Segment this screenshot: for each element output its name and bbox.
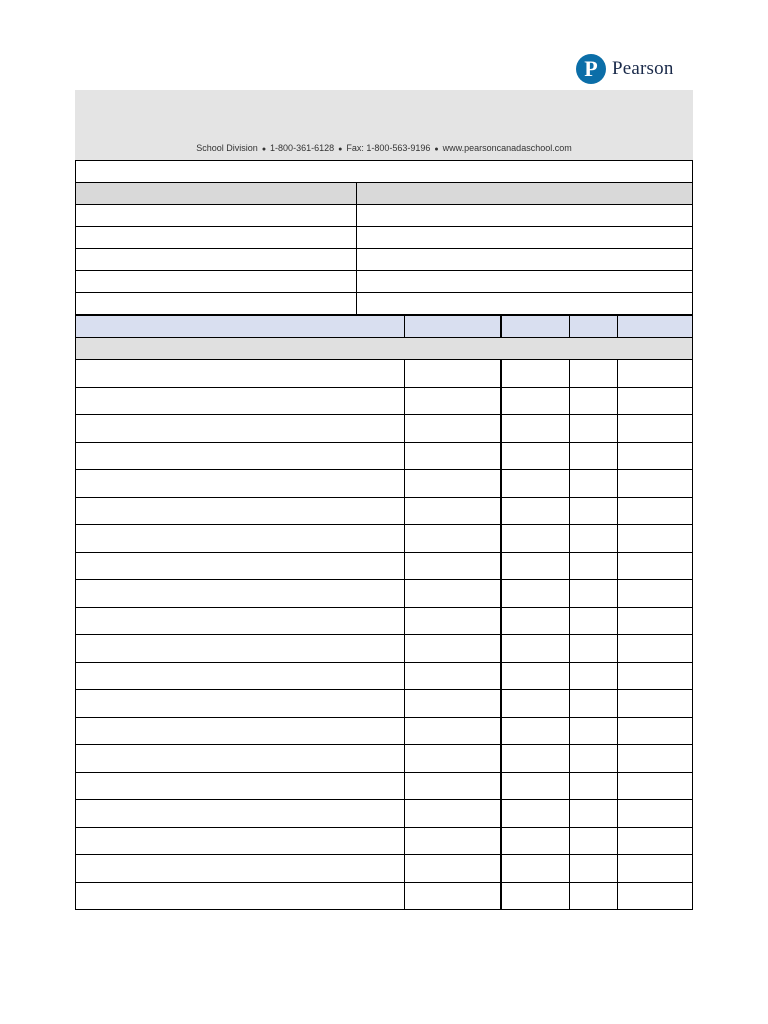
table-row xyxy=(76,580,693,608)
item-cell[interactable] xyxy=(405,662,501,690)
table-row xyxy=(76,662,693,690)
table-row xyxy=(76,470,693,498)
item-cell[interactable] xyxy=(570,525,618,553)
item-cell[interactable] xyxy=(501,882,570,910)
header-cell xyxy=(618,316,693,338)
item-cell[interactable] xyxy=(76,525,405,553)
bullet-icon: ● xyxy=(338,146,343,153)
item-cell[interactable] xyxy=(618,360,693,388)
item-cell[interactable] xyxy=(501,717,570,745)
item-cell[interactable] xyxy=(405,745,501,773)
item-cell[interactable] xyxy=(501,772,570,800)
item-cell[interactable] xyxy=(570,827,618,855)
item-cell[interactable] xyxy=(501,607,570,635)
item-cell[interactable] xyxy=(405,525,501,553)
table-row xyxy=(76,360,693,388)
header-cell xyxy=(501,316,570,338)
item-cell[interactable] xyxy=(501,360,570,388)
item-cell[interactable] xyxy=(618,855,693,883)
info-header-left xyxy=(76,183,357,205)
fax-number: Fax: 1-800-563-9196 xyxy=(346,143,431,153)
item-cell[interactable] xyxy=(618,690,693,718)
info-cell-right[interactable] xyxy=(357,227,693,249)
item-cell[interactable] xyxy=(405,607,501,635)
item-cell[interactable] xyxy=(570,387,618,415)
info-cell-left[interactable] xyxy=(76,293,357,315)
item-cell[interactable] xyxy=(570,552,618,580)
table-row xyxy=(76,882,693,910)
item-cell[interactable] xyxy=(76,717,405,745)
item-cell[interactable] xyxy=(76,497,405,525)
item-cell[interactable] xyxy=(618,387,693,415)
item-cell[interactable] xyxy=(618,552,693,580)
division-label: School Division xyxy=(196,143,258,153)
table-row xyxy=(76,745,693,773)
website-link[interactable]: www.pearsoncanadaschool.com xyxy=(442,143,572,153)
table-row xyxy=(76,855,693,883)
info-row xyxy=(76,249,693,271)
table-row xyxy=(76,525,693,553)
item-cell[interactable] xyxy=(618,772,693,800)
item-cell[interactable] xyxy=(76,800,405,828)
table-row xyxy=(76,827,693,855)
item-cell[interactable] xyxy=(76,635,405,663)
item-cell[interactable] xyxy=(76,855,405,883)
item-cell[interactable] xyxy=(501,525,570,553)
pearson-logo-text: Pearson xyxy=(612,58,674,79)
header-cell xyxy=(76,316,405,338)
item-cell[interactable] xyxy=(501,635,570,663)
info-cell-left[interactable] xyxy=(76,205,357,227)
item-cell[interactable] xyxy=(405,360,501,388)
info-cell-left[interactable] xyxy=(76,249,357,271)
item-cell[interactable] xyxy=(501,800,570,828)
item-cell[interactable] xyxy=(405,580,501,608)
item-cell[interactable] xyxy=(618,607,693,635)
item-cell[interactable] xyxy=(405,442,501,470)
item-cell[interactable] xyxy=(618,827,693,855)
item-cell[interactable] xyxy=(570,580,618,608)
item-cell[interactable] xyxy=(76,827,405,855)
order-info-table xyxy=(75,160,693,315)
info-title-cell[interactable] xyxy=(76,161,693,183)
item-cell[interactable] xyxy=(570,470,618,498)
item-cell[interactable] xyxy=(570,772,618,800)
table-row xyxy=(76,497,693,525)
item-cell[interactable] xyxy=(76,470,405,498)
info-cell-right[interactable] xyxy=(357,271,693,293)
item-cell[interactable] xyxy=(405,855,501,883)
item-cell[interactable] xyxy=(76,387,405,415)
item-cell[interactable] xyxy=(76,690,405,718)
info-cell-right[interactable] xyxy=(357,205,693,227)
item-cell[interactable] xyxy=(405,552,501,580)
item-cell[interactable] xyxy=(618,525,693,553)
items-header-row xyxy=(76,316,693,338)
item-cell[interactable] xyxy=(405,772,501,800)
info-row xyxy=(76,293,693,315)
pearson-logo xyxy=(576,53,674,85)
table-row xyxy=(76,442,693,470)
header-cell xyxy=(405,316,501,338)
item-cell[interactable] xyxy=(618,662,693,690)
info-cell-right[interactable] xyxy=(357,249,693,271)
item-cell[interactable] xyxy=(405,387,501,415)
item-cell[interactable] xyxy=(618,745,693,773)
info-cell-left[interactable] xyxy=(76,227,357,249)
table-row xyxy=(76,772,693,800)
item-cell[interactable] xyxy=(76,745,405,773)
info-row xyxy=(76,271,693,293)
info-header-row xyxy=(76,183,693,205)
header-cell xyxy=(570,316,618,338)
bullet-icon: ● xyxy=(434,146,439,153)
item-cell[interactable] xyxy=(501,662,570,690)
item-cell[interactable] xyxy=(618,580,693,608)
table-row xyxy=(76,607,693,635)
table-row xyxy=(76,415,693,443)
item-cell[interactable] xyxy=(618,635,693,663)
contact-line xyxy=(75,143,693,153)
phone-number: 1-800-361-6128 xyxy=(270,143,335,153)
item-cell[interactable] xyxy=(405,882,501,910)
table-row xyxy=(76,717,693,745)
table-row xyxy=(76,800,693,828)
info-cell-right[interactable] xyxy=(357,293,693,315)
info-row xyxy=(76,227,693,249)
item-cell[interactable] xyxy=(570,607,618,635)
item-cell[interactable] xyxy=(405,415,501,443)
item-cell[interactable] xyxy=(570,415,618,443)
item-cell[interactable] xyxy=(405,690,501,718)
item-cell[interactable] xyxy=(501,827,570,855)
item-cell[interactable] xyxy=(76,580,405,608)
item-cell[interactable] xyxy=(618,800,693,828)
item-cell[interactable] xyxy=(570,662,618,690)
item-cell[interactable] xyxy=(501,552,570,580)
item-cell[interactable] xyxy=(570,882,618,910)
item-cell[interactable] xyxy=(618,442,693,470)
item-cell[interactable] xyxy=(501,690,570,718)
table-row xyxy=(76,387,693,415)
item-cell[interactable] xyxy=(570,855,618,883)
item-cell[interactable] xyxy=(501,470,570,498)
info-cell-left[interactable] xyxy=(76,271,357,293)
item-cell[interactable] xyxy=(570,497,618,525)
item-cell[interactable] xyxy=(618,717,693,745)
item-cell[interactable] xyxy=(501,580,570,608)
item-cell[interactable] xyxy=(570,442,618,470)
item-cell[interactable] xyxy=(76,882,405,910)
items-section-row xyxy=(76,338,693,360)
header-banner xyxy=(75,90,693,160)
item-cell[interactable] xyxy=(618,882,693,910)
item-cell[interactable] xyxy=(76,415,405,443)
info-row xyxy=(76,205,693,227)
table-row xyxy=(76,552,693,580)
item-cell[interactable] xyxy=(76,442,405,470)
item-cell[interactable] xyxy=(501,497,570,525)
item-cell[interactable] xyxy=(501,387,570,415)
item-cell[interactable] xyxy=(570,745,618,773)
item-cell[interactable] xyxy=(501,415,570,443)
item-cell[interactable] xyxy=(501,442,570,470)
bullet-icon: ● xyxy=(261,146,267,153)
item-cell[interactable] xyxy=(501,855,570,883)
item-cell[interactable] xyxy=(570,717,618,745)
item-cell[interactable] xyxy=(570,360,618,388)
order-items-table xyxy=(75,315,693,910)
item-cell[interactable] xyxy=(501,745,570,773)
item-cell[interactable] xyxy=(570,690,618,718)
pearson-logo-icon: P xyxy=(576,54,606,84)
section-cell xyxy=(76,338,693,360)
item-cell[interactable] xyxy=(405,470,501,498)
item-cell[interactable] xyxy=(618,415,693,443)
item-cell[interactable] xyxy=(76,662,405,690)
item-cell[interactable] xyxy=(76,552,405,580)
item-cell[interactable] xyxy=(570,800,618,828)
item-cell[interactable] xyxy=(76,772,405,800)
table-row xyxy=(76,635,693,663)
item-cell[interactable] xyxy=(405,827,501,855)
item-cell[interactable] xyxy=(76,360,405,388)
info-title-row xyxy=(76,161,693,183)
item-cell[interactable] xyxy=(570,635,618,663)
item-cell[interactable] xyxy=(76,607,405,635)
table-row xyxy=(76,690,693,718)
info-header-right xyxy=(357,183,693,205)
item-cell[interactable] xyxy=(405,800,501,828)
item-cell[interactable] xyxy=(618,470,693,498)
item-cell[interactable] xyxy=(405,497,501,525)
item-cell[interactable] xyxy=(405,635,501,663)
item-cell[interactable] xyxy=(618,497,693,525)
item-cell[interactable] xyxy=(405,717,501,745)
